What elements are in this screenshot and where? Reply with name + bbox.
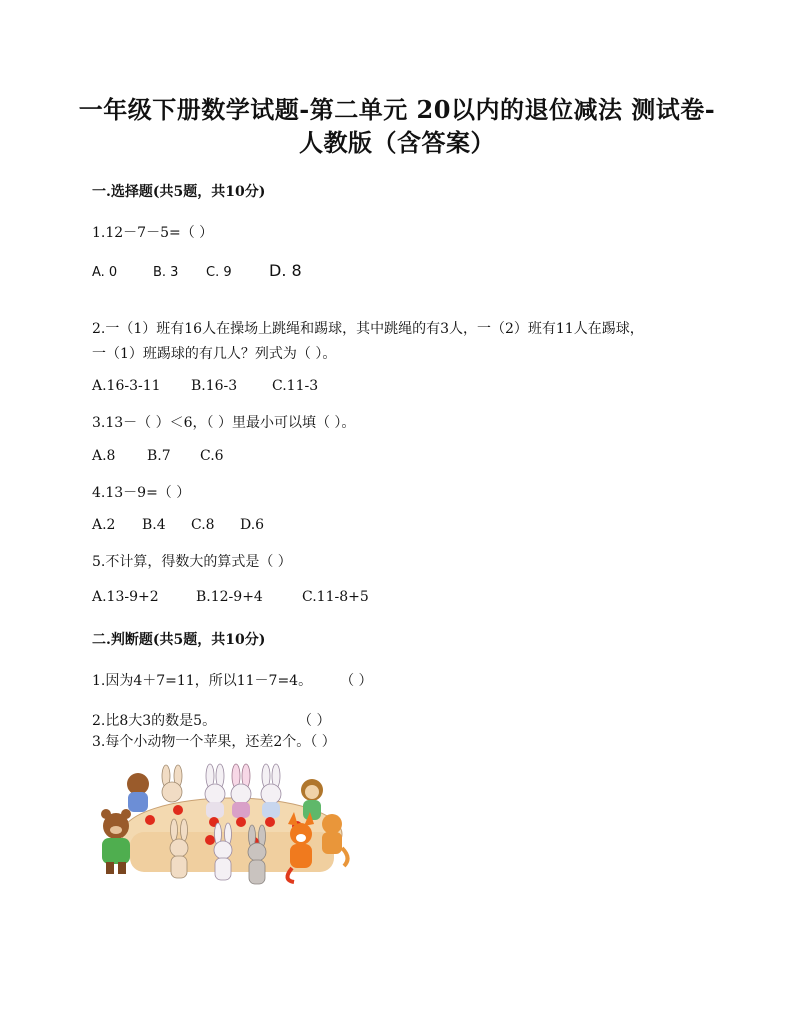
option-c: C.8 (191, 517, 215, 533)
judgement-3: 3.每个小动物一个苹果，还差2个。（ ） (92, 734, 336, 750)
question-1-2-line-1: 2.一（1）班有16人在操场上跳绳和踢球，其中跳绳的有3人，一（2）班有11人在踢球， (92, 321, 644, 337)
option-b: B.12-9+4 (196, 589, 263, 605)
judgement-1-answer-paren: （ ） (340, 673, 373, 689)
judgement-2-text: 2.比8大3的数是5。 (92, 713, 217, 729)
bunny-icon (205, 764, 225, 818)
question-1-3: 3.13－（ ）＜6，（ ）里最小可以填（ ）。 (92, 415, 356, 431)
option-c: C.11-3 (272, 378, 319, 394)
judgement-1-text: 1.因为4＋7=11，所以11－7=4。 (92, 673, 313, 689)
option-b: B.4 (142, 517, 166, 533)
question-1-2-line-2: 一（1）班踢球的有几人？列式为（ ）。 (92, 346, 337, 362)
option-d: D. 8 (269, 261, 302, 280)
option-a: A.16-3-11 (92, 378, 161, 394)
question-1-3-options (92, 448, 224, 464)
question-1-5: 5.不计算，得数大的算式是（ ） (92, 554, 292, 570)
option-a: A.13-9+2 (92, 589, 159, 605)
question-1-1: 1.12－7－5=（ ） (92, 225, 214, 241)
option-c: C. 9 (206, 265, 232, 280)
bunny-icon (261, 764, 281, 818)
section-heading-choice: 一.选择题(共5题，共10分) (92, 184, 266, 200)
option-a: A. 0 (92, 265, 118, 280)
option-b: B. 3 (153, 265, 179, 280)
option-c: C.11-8+5 (302, 589, 369, 605)
bunny-icon (231, 764, 251, 818)
question-1-4-options (92, 517, 264, 533)
page-title-line-1: 一年级下册数学试题-第二单元 20以内的退位减法 测试卷- (78, 95, 716, 124)
bear-icon (127, 773, 149, 812)
question-1-2-options (92, 378, 318, 394)
section-heading-judgement: 二.判断题(共5题，共10分) (92, 632, 266, 648)
bear-icon (101, 809, 131, 874)
option-a: A.8 (92, 448, 116, 464)
option-c: C.6 (200, 448, 224, 464)
question-1-4: 4.13－9=（ ） (92, 485, 191, 501)
animals-at-table-illustration (92, 762, 354, 888)
option-b: B.7 (147, 448, 171, 464)
monkey-icon (301, 779, 323, 820)
bunny-icon (162, 765, 182, 802)
judgement-1 (92, 670, 373, 690)
page-title-line-2: 人教版（含答案） (299, 128, 495, 157)
option-b: B.16-3 (191, 378, 238, 394)
option-a: A.2 (92, 517, 116, 533)
question-1-1-options (92, 261, 302, 280)
judgement-2 (92, 710, 330, 730)
judgement-2-answer-paren: （ ） (298, 713, 331, 729)
question-1-5-options (92, 589, 369, 605)
option-d: D.6 (240, 517, 265, 533)
